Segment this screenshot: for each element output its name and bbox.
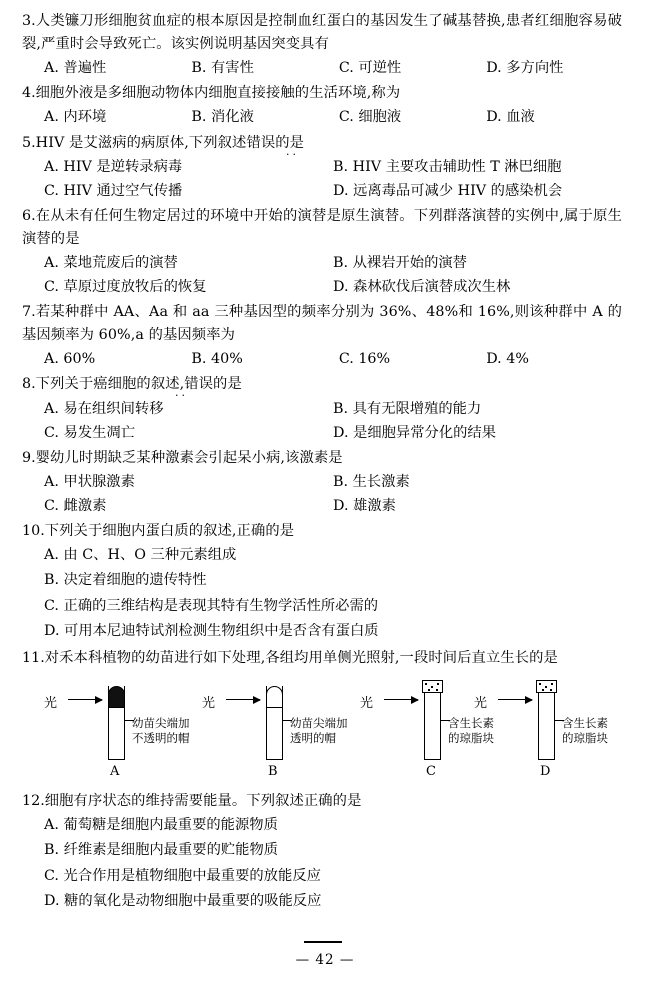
seedling-body (424, 693, 441, 760)
callout-line-1: 含生长素 (562, 715, 608, 730)
question-text: 婴幼儿时期缺乏某种激素会引起呆小病,该激素是 (35, 449, 343, 466)
question-11 (22, 647, 622, 788)
question-4 (22, 82, 622, 129)
light-label: 光 (44, 695, 58, 711)
option-b[interactable]: B. 决定着细胞的遗传特性 (44, 572, 207, 589)
option-d[interactable]: D. 森林砍伐后演替成次生林 (333, 279, 511, 296)
option-b[interactable]: B. 从裸岩开始的演替 (333, 255, 467, 271)
option-a[interactable]: A. HIV 是逆转录病毒 (44, 158, 183, 175)
light-label: 光 (474, 695, 488, 711)
question-number: 12. (22, 792, 45, 809)
option-a[interactable]: A. 甲状腺激素 (44, 473, 135, 490)
question-text: 细胞有序状态的维持需要能量。下列叙述正确的是 (44, 792, 362, 809)
question-text: 若某种群中 AA、Aa 和 aa 三种基因型的频率分别为 36%、48%和 16%,则该种群中 A 的基因频率为 60%,a 的基因频率为 (22, 304, 622, 344)
page-footer (0, 941, 650, 968)
emphasis-dots: ·· (175, 389, 188, 403)
option-c[interactable]: C. HIV 通过空气传播 (44, 182, 183, 199)
question-7 (22, 301, 622, 371)
option-list (22, 347, 622, 371)
question-12 (22, 790, 622, 915)
question-stem (22, 82, 622, 105)
light-label: 光 (360, 695, 374, 711)
question-number: 9. (22, 449, 36, 466)
question-number: 11. (22, 649, 45, 666)
agar-block-icon (422, 680, 443, 693)
callout-line-2: 的琼脂块 (448, 730, 494, 745)
experiment-b (202, 676, 362, 788)
option-a[interactable]: A. 60% (44, 351, 96, 368)
agar-block-icon (536, 680, 557, 693)
seedling-body (538, 693, 555, 760)
question-stem (22, 373, 622, 396)
option-c[interactable]: C. 光合作用是植物细胞中最重要的放能反应 (44, 867, 321, 884)
light-label: 光 (202, 695, 216, 711)
option-a[interactable]: A. 菜地荒废后的演替 (44, 255, 178, 271)
experiment-d (474, 676, 634, 788)
option-d[interactable]: D. 血液 (486, 109, 535, 126)
option-list (22, 543, 622, 645)
question-10 (22, 520, 622, 645)
question-9 (22, 447, 622, 518)
option-list (22, 56, 622, 80)
option-b[interactable]: B. 生长激素 (333, 473, 410, 490)
option-d[interactable]: D. 雄激素 (333, 497, 396, 514)
question-number: 10. (22, 522, 45, 539)
question-text: 细胞外液是多细胞动物体内细胞直接接触的生活环境,称为 (35, 85, 401, 102)
question-stem (22, 447, 622, 470)
option-b[interactable]: B. 消化液 (191, 109, 254, 126)
callout-line-2: 透明的帽 (290, 730, 336, 745)
light-arrow-icon (226, 699, 260, 701)
option-c[interactable]: C. 16% (338, 351, 391, 368)
option-list (22, 397, 622, 445)
question-number: 4. (22, 85, 36, 102)
light-arrow-icon (498, 699, 532, 701)
emphasis-dots: ·· (286, 147, 299, 161)
callout-line-2: 的琼脂块 (562, 730, 608, 745)
light-arrow-icon (384, 699, 418, 701)
option-a[interactable]: A. 易在组织间转移 (44, 400, 164, 417)
question-stem (22, 520, 622, 543)
callout-line-1: 含生长素 (448, 715, 494, 730)
question-number: 5. (22, 134, 36, 151)
light-arrow-icon (68, 699, 102, 701)
option-a[interactable]: A. 内环境 (44, 109, 107, 126)
question-5 (22, 132, 622, 203)
option-c[interactable]: C. 雌激素 (44, 497, 107, 514)
callout-text (132, 716, 190, 745)
question-text: 在从未有任何生物定居过的环境中开始的演替是原生演替。下列群落演替的实例中,属于原生演替的是 (22, 207, 622, 247)
question-8 (22, 373, 622, 444)
option-d[interactable]: D. 多方向性 (486, 60, 564, 77)
option-c[interactable]: C. 细胞液 (338, 109, 402, 126)
experiment-label: B (268, 763, 278, 779)
option-d[interactable]: D. 远离毒品可减少 HIV 的感染机会 (333, 182, 563, 199)
question-text: HIV 是艾滋病的病原体,下列叙述错误的是 (35, 134, 305, 151)
question-number: 8. (22, 376, 36, 393)
question-text: 下列关于癌细胞的叙述,错误的是 (35, 376, 242, 393)
option-d[interactable]: D. 糖的氧化是动物细胞中最重要的吸能反应 (44, 893, 322, 910)
callout-text (562, 716, 608, 745)
page-number: — 42 — (295, 952, 355, 968)
opaque-cap-icon (108, 686, 125, 708)
transparent-cap-icon (266, 686, 283, 708)
option-d[interactable]: D. 是细胞异常分化的结果 (333, 424, 497, 441)
option-b[interactable]: B. HIV 主要攻击辅助性 T 淋巴细胞 (333, 158, 562, 175)
question-number: 7. (22, 304, 36, 321)
question-text: 人类镰刀形细胞贫血症的根本原因是控制血红蛋白的基因发生了碱基替换,患者红细胞容易破裂,严重时会导致死亡。该实例说明基因突变具有 (22, 13, 622, 53)
question-number: 6. (22, 207, 36, 224)
option-b[interactable]: B. 具有无限增殖的能力 (333, 400, 482, 417)
option-c[interactable]: C. 可逆性 (338, 60, 402, 77)
question-stem (22, 301, 622, 347)
callout-line-1: 幼苗尖端加 (290, 715, 348, 730)
option-d[interactable]: D. 4% (486, 351, 529, 368)
option-b[interactable]: B. 40% (191, 351, 243, 368)
option-d[interactable]: D. 可用本尼迪特试剂检测生物组织中是否含有蛋白质 (44, 623, 379, 640)
option-list (22, 470, 622, 518)
seedling-experiment-figure (22, 676, 622, 788)
option-c[interactable]: C. 草原过度放牧后的恢复 (44, 279, 207, 296)
option-c[interactable]: C. 易发生凋亡 (44, 424, 136, 441)
callout-line-2: 不透明的帽 (132, 730, 190, 745)
question-text: 下列关于细胞内蛋白质的叙述,正确的是 (44, 522, 295, 539)
question-stem (22, 790, 622, 813)
option-list (22, 105, 622, 129)
question-stem (22, 10, 622, 56)
question-stem (22, 647, 622, 670)
question-number: 3. (22, 13, 36, 29)
option-list (22, 251, 622, 299)
option-b[interactable]: B. 纤维素是细胞内最重要的贮能物质 (44, 842, 279, 859)
callout-text (290, 716, 348, 745)
experiment-a (44, 676, 204, 788)
question-3 (22, 10, 622, 80)
question-text: 对禾本科植物的幼苗进行如下处理,各组均用单侧光照射,一段时间后直立生长的是 (44, 649, 558, 666)
question-stem (22, 205, 622, 251)
option-list (22, 813, 622, 915)
option-c[interactable]: C. 正确的三维结构是表现其特有生物学活性所必需的 (44, 597, 379, 614)
callout-line-1: 幼苗尖端加 (132, 715, 190, 730)
experiment-label: C (426, 763, 436, 779)
question-6 (22, 205, 622, 299)
option-b[interactable]: B. 有害性 (191, 60, 254, 77)
option-a[interactable]: A. 葡萄糖是细胞内最重要的能源物质 (44, 816, 278, 833)
question-stem (22, 132, 622, 155)
experiment-label: D (540, 763, 551, 779)
option-a[interactable]: A. 由 C、H、O 三种元素组成 (44, 546, 237, 563)
option-list (22, 155, 622, 203)
option-a[interactable]: A. 普遍性 (44, 60, 107, 77)
footer-divider (304, 941, 342, 943)
experiment-label: A (110, 763, 120, 779)
